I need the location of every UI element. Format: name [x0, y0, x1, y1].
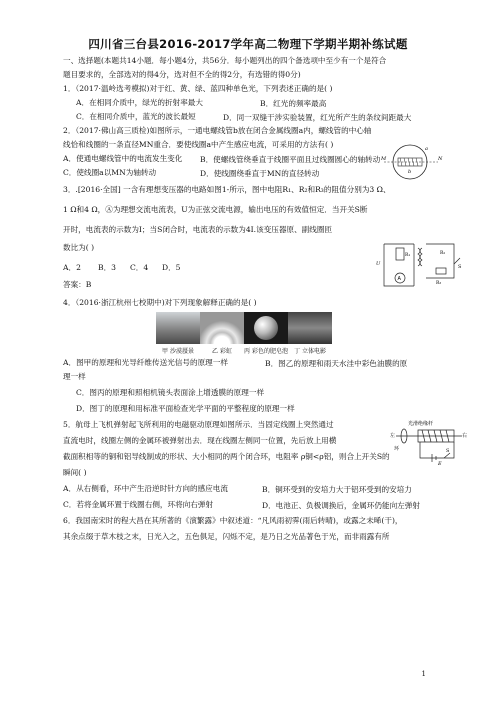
q2-option-b: B．使螺线管绕垂直于线圈平面且过线圈圆心的轴转动 — [200, 155, 381, 164]
q4-caption-4: 丁 立体电影 — [294, 348, 326, 355]
q2-option-c: C．使线圈a以MN为轴转动 — [63, 168, 157, 177]
q2-option-d: D．使线圈绕垂直于MN的直径转动 — [200, 169, 320, 178]
q4-image-mirage — [156, 312, 200, 344]
q3-label-u: U — [376, 261, 381, 267]
q5-stem-line4: 瞬间( ) — [63, 468, 87, 477]
q1-option-a: A．在相同介质中，绿光的折射率最大 — [76, 98, 203, 107]
section-intro-line2: 题目要求的，全部选对的得4分，选对但不全的得2分，有选错的得0分) — [63, 70, 301, 79]
q3-stem-line4: 数比为( ) — [63, 243, 95, 252]
section-intro-line1: 一、选择题(本题共14小题．每小题4分，共56分．每小题列出的四个备选项中至少有一个是符合 — [63, 56, 387, 65]
q4-option-b-line2: 理一样 — [63, 372, 86, 381]
q5-coil-figure — [388, 418, 470, 466]
q4-caption-3: 丙 彩色的肥皂泡 — [244, 348, 288, 355]
q3-option-a: A．2 — [63, 263, 81, 272]
q2-solenoid-figure — [380, 140, 446, 184]
q4-image-3d-movie — [288, 312, 332, 344]
q4-option-d: D．图丁的原理和用标准平面检查光学平面的平整程度的原理一样 — [76, 404, 295, 413]
q4-option-b-line1: B．图乙的原理和雨天水洼中彩色油膜的原 — [265, 359, 408, 368]
q3-stem-line1: 3．.[2016·全国] 一含有理想变压器的电路如图1-所示，图中电阻R₁、R₂和R₃的阻值分别为3 Ω、 — [63, 185, 391, 194]
page-title: 四川省三台县2016-2017学年高二物理下学期半期补练试题 — [88, 37, 408, 51]
q2-stem-line1: 2．（2017·佛山高三质检)如图所示，一通电螺线管b放在闭合金属线圈a内，螺线管的中心轴 — [63, 126, 372, 135]
q3-label-r2: R₂ — [440, 251, 446, 256]
q5-stem-line2: 直流电时，线圈左侧的金属环被弹射出去．现在线圈左侧同一位置，先后放上用横 — [63, 436, 337, 445]
q6-stem-line1: 6．我国南宋时的程大昌在其所著的《演繁露》中叙述道：“凡风雨初霁(雨后转晴)，或露之未晞(干)， — [63, 516, 403, 525]
q5-option-c: C．若将金属环置于线圈右侧，环将向右弹射 — [63, 500, 214, 509]
q3-circuit-figure — [374, 238, 464, 292]
q2-label-b: b — [408, 169, 412, 175]
q5-label-e: E — [438, 461, 442, 466]
q4-stem: 4．（2016·浙江杭州七校期中)对下列现象解释正确的是( ) — [63, 298, 257, 307]
q5-stem-line3: 截面积相等的铜和铝导线制成的形状、大小相同的两个闭合环，电阻率 ρ铜<ρ铝，则合上开关S的 — [63, 452, 390, 461]
q3-answer: 答案：B — [63, 280, 92, 289]
q2-label-n: N — [438, 156, 443, 162]
q3-label-r3: R₃ — [436, 281, 442, 286]
q5-option-d: D．电池正、负极调换后，金属环仍能向左弹射 — [262, 501, 420, 510]
q5-label-rod: 光滑绝缘杆 — [408, 421, 434, 427]
q3-option-b: B．3 — [98, 263, 117, 272]
q3-label-s: S — [458, 264, 462, 270]
q1-option-c: C．在相同介质中，蓝光的波长最短 — [76, 112, 196, 121]
q3-option-c: C．4 — [130, 263, 149, 272]
q3-label-r1: R₁ — [405, 253, 411, 258]
q5-option-a: A．从右侧看，环中产生沿逆时针方向的感应电流 — [63, 484, 228, 493]
q2-label-m: M — [381, 156, 387, 162]
q5-label-s: S — [446, 448, 450, 454]
q4-option-a: A．图甲的原理和光导纤维传送光信号的原理一样 — [63, 358, 228, 367]
q3-label-ammeter: A — [397, 276, 401, 282]
q2-option-a: A．使通电螺线管中的电流发生变化 — [63, 154, 183, 163]
q2-label-a: a — [425, 146, 428, 152]
q5-label-ring: 环 — [394, 446, 400, 452]
q5-label-right: 右 — [462, 433, 468, 439]
q4-caption-1: 甲 沙漠蜃景 — [162, 348, 194, 355]
q4-caption-2: 乙 彩虹 — [212, 348, 232, 355]
q1-stem: 1．（2017·温岭选考模拟)对于红、黄、绿、蓝四种单色光，下列表述正确的是( ) — [63, 84, 333, 93]
q3-option-d: D．5 — [162, 263, 181, 272]
q1-option-b: B．红光的频率最高 — [260, 99, 327, 108]
q5-option-b: B．铜环受到的安培力大于铝环受到的安培力 — [262, 485, 412, 494]
q4-image-rainbow — [200, 312, 244, 344]
q5-stem-line1: 5．航母上飞机弹射起飞所利用的电磁驱动原理如图所示．当固定线圈上突然通过 — [63, 420, 334, 429]
q3-stem-line2: 1 Ω和4 Ω，Ⓐ为理想交流电流表，U为正弦交流电源，输出电压的有效值恒定．当开关S断 — [63, 205, 368, 214]
q6-stem-line2: 其余点缀于草木枝之末，日光入之，五色俱足，闪烁不定，是乃日之光品著色于光，而非雨露有所 — [63, 532, 390, 541]
q4-image-soap-bubble — [244, 312, 288, 344]
q2-stem-line2: 线恰和线圈的一条直径MN重合．要使线圈a中产生感应电流，可采用的方法有( ) — [63, 140, 334, 149]
q1-option-d: D．同一双缝干涉实验装置，红光所产生的条纹间距最大 — [223, 113, 412, 122]
q3-stem-line3: 开时，电流表的示数为I；当S闭合时，电流表的示数为4I.该变压器原、副线圈匝 — [63, 225, 333, 234]
page-number: 1 — [421, 670, 426, 678]
q5-label-left: 左 — [390, 433, 396, 439]
q4-option-c: C．图丙的原理和照相机镜头表面涂上增透膜的原理一样 — [76, 388, 265, 397]
